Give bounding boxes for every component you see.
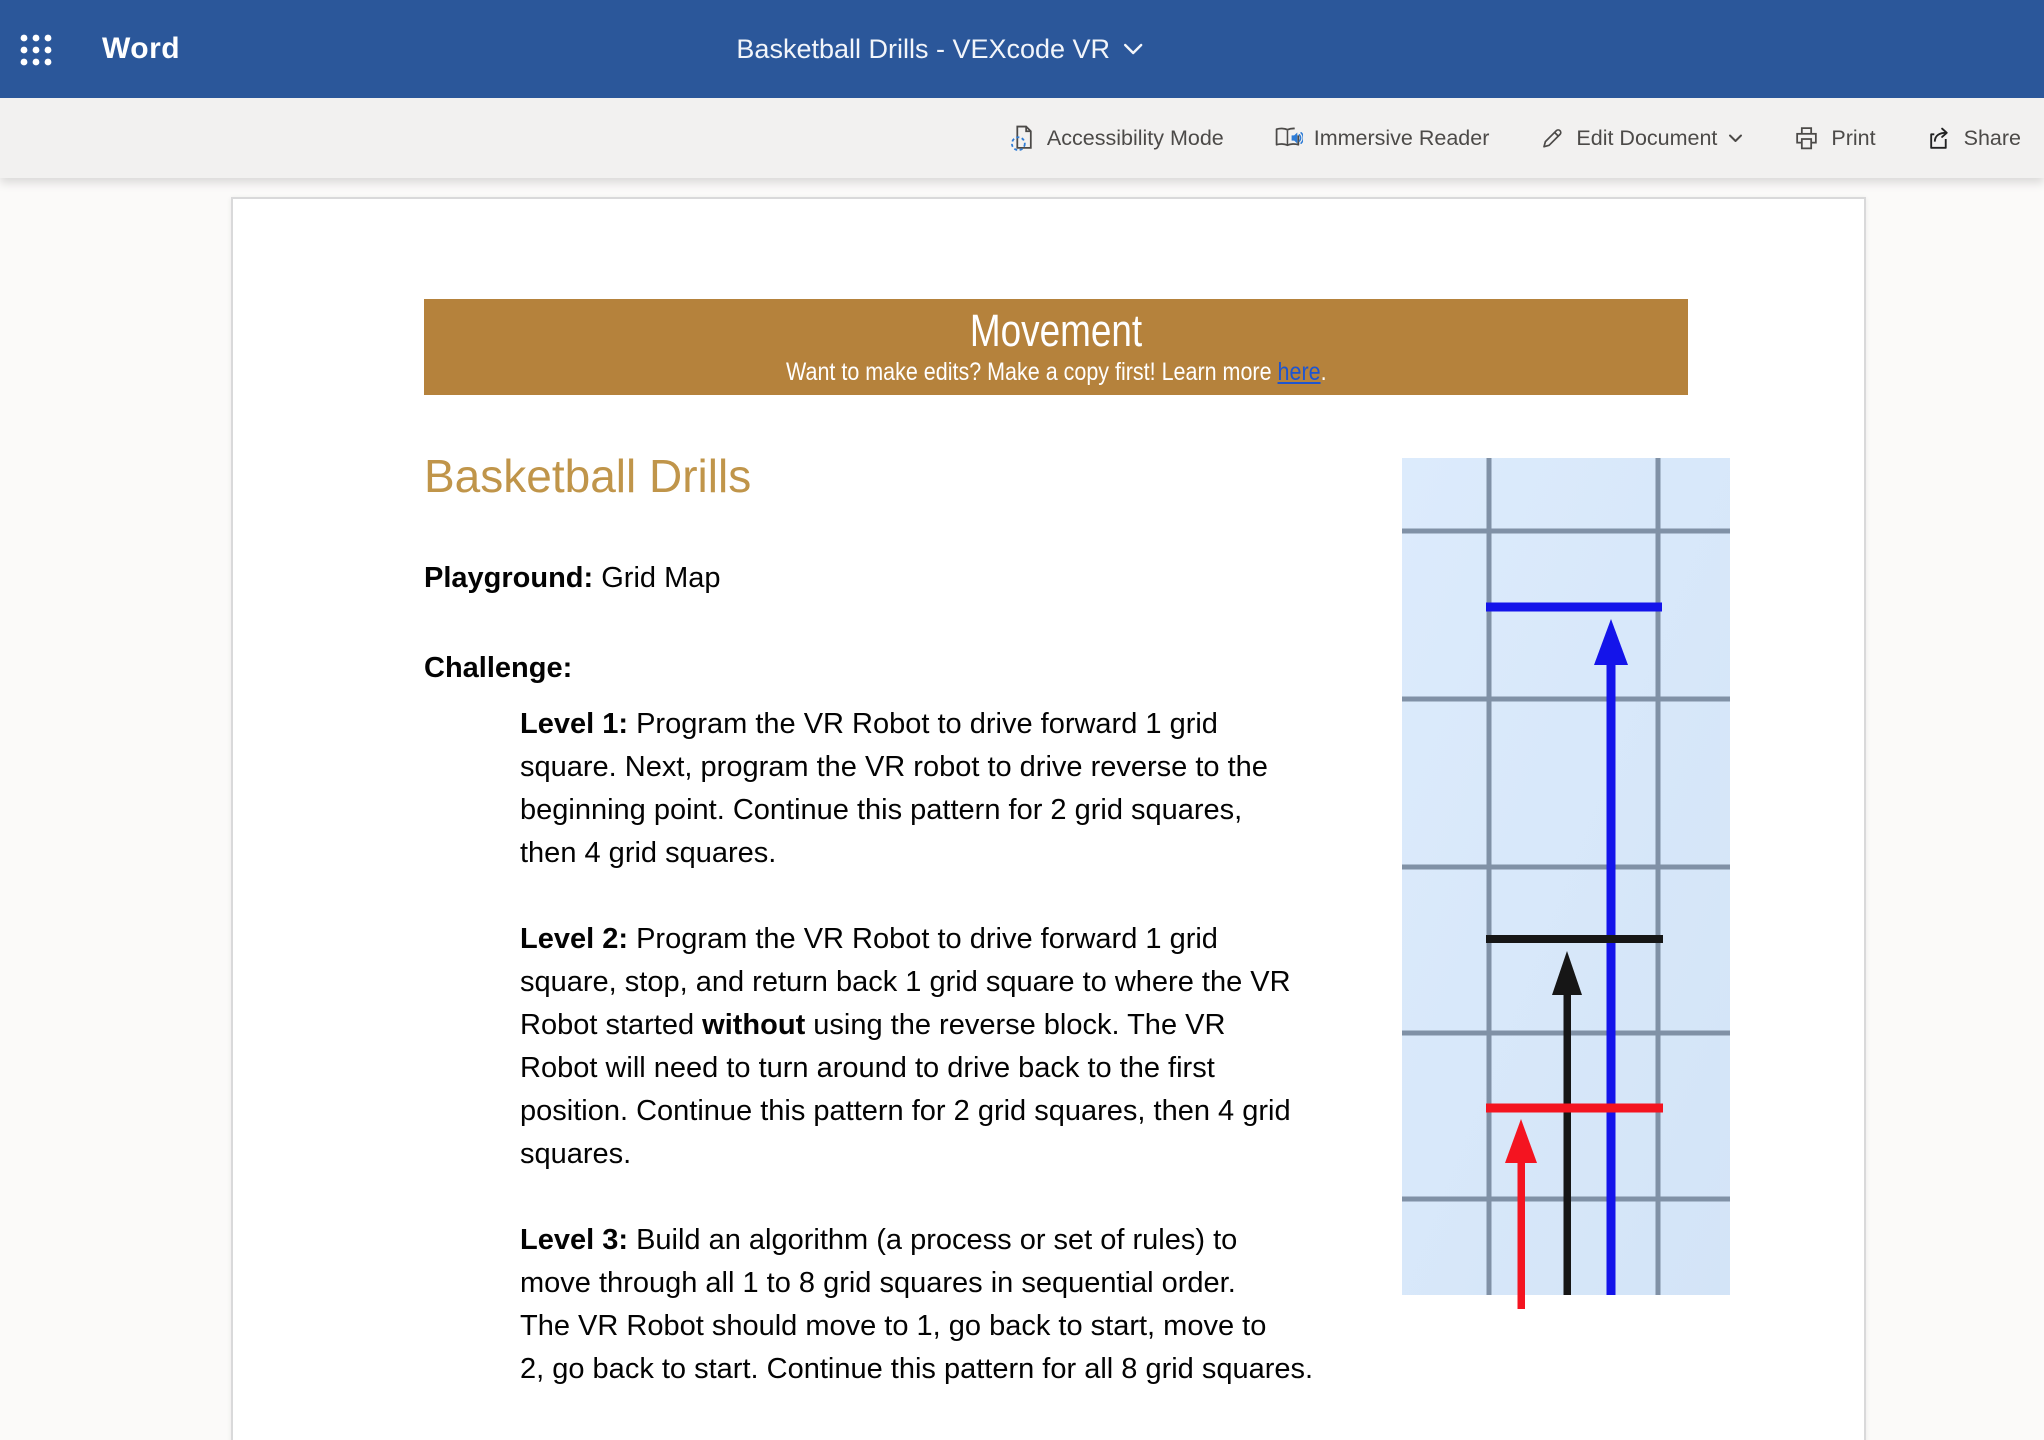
banner-subtitle-text: Want to make edits? Make a copy first! Learn more: [785, 358, 1278, 386]
level-1-paragraph: Level 1: Program the VR Robot to drive forward 1 grid square. Next, program the VR robot to drive reverse to the beginning point. Continue this pattern for 2 grid squares, then 4 grid squares.: [520, 708, 1268, 869]
print-icon: [1793, 125, 1820, 152]
playground-label: Playground:: [424, 562, 594, 594]
level-label: Level 1:: [520, 708, 628, 740]
print-button[interactable]: [1793, 125, 1875, 152]
app-name: Word: [102, 32, 181, 65]
share-icon: [1926, 125, 1953, 152]
immersive-reader-icon: [1274, 125, 1303, 152]
template-banner: [424, 299, 1688, 395]
share-button[interactable]: [1926, 125, 2021, 152]
banner-subtitle: [424, 357, 1688, 387]
command-toolbar: [0, 98, 2044, 178]
edit-document-label: Edit Document: [1576, 125, 1718, 150]
banner-title: Movement: [969, 305, 1143, 356]
playground-value: Grid Map: [593, 562, 721, 594]
app-launcher-icon: [18, 31, 54, 67]
level-2-paragraph: Level 2: Program the VR Robot to drive forward 1 grid square, stop, and return back 1 grid square to where the VR Robot started without using the reverse block. The VR Robot will need to turn around to drive back to the first position. Continue this pattern for 2 grid squares, then 4 grid squares.: [520, 923, 1291, 1170]
chevron-down-icon: [1728, 133, 1743, 144]
grid-map-arrows-image: [1402, 458, 1730, 1310]
learn-more-link[interactable]: here: [1277, 358, 1321, 386]
chevron-down-icon: [1122, 42, 1144, 57]
document-title: Basketball Drills - VEXcode VR: [736, 33, 1111, 64]
app-launcher-button[interactable]: [0, 0, 72, 98]
document-title-button[interactable]: [736, 0, 1144, 98]
page-title: Basketball Drills: [424, 450, 752, 502]
print-label: Print: [1831, 125, 1876, 150]
immersive-reader-label: Immersive Reader: [1313, 125, 1490, 150]
edit-document-button[interactable]: [1539, 125, 1743, 151]
level-label: Level 3:: [520, 1224, 628, 1256]
app-bar: [0, 0, 2044, 98]
accessibility-icon: [1009, 125, 1036, 152]
share-label: Share: [1963, 125, 2021, 150]
immersive-reader-button[interactable]: [1274, 125, 1490, 152]
playground-line: [424, 557, 721, 600]
level-label: Level 2:: [520, 923, 628, 955]
accessibility-mode-label: Accessibility Mode: [1046, 125, 1224, 150]
edit-pencil-icon: [1539, 125, 1565, 151]
document-canvas[interactable]: [0, 178, 2044, 1440]
challenge-levels: [520, 703, 1440, 1434]
accessibility-mode-button[interactable]: [1009, 125, 1224, 152]
level-3-paragraph: Level 3: Build an algorithm (a process or set of rules) to move through all 1 to 8 grid squares in sequential order. The VR Robot should move to 1, go back to start, move to 2, go back to start. Continue this pattern for all 8 grid squares.: [520, 1224, 1314, 1385]
challenge-label: Challenge:: [424, 652, 573, 684]
banner-subtitle-period: .: [1320, 358, 1327, 386]
document-page: [231, 197, 1866, 1440]
